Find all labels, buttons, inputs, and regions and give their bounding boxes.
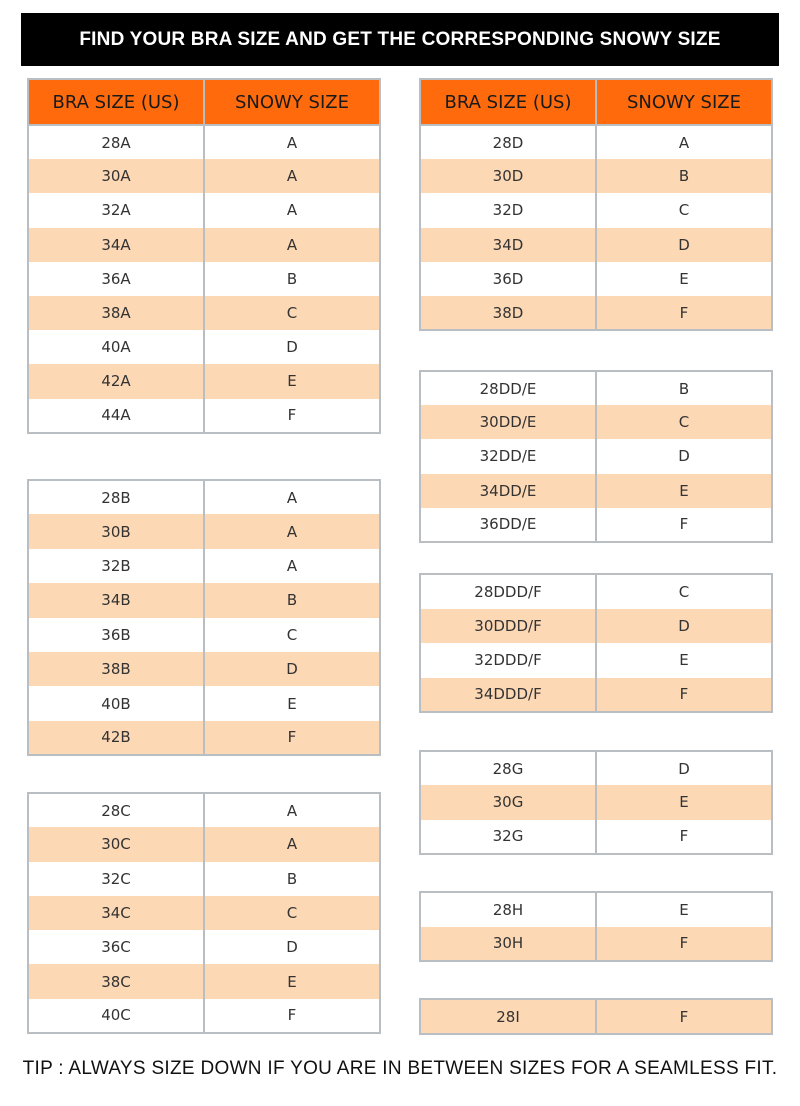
- bra-size-cell: 28B: [28, 480, 204, 514]
- bra-size-cell: 28C: [28, 793, 204, 827]
- bra-size-cell: 44A: [28, 399, 204, 433]
- table-row: [420, 159, 772, 193]
- size-table-h: [419, 891, 773, 962]
- table-row: [420, 785, 772, 819]
- size-table-b: [27, 479, 381, 756]
- size-table-a: [27, 78, 381, 434]
- snowy-size-cell: F: [596, 678, 772, 713]
- snowy-size-cell: A: [596, 125, 772, 159]
- table-row: [420, 262, 772, 296]
- table-row: [28, 262, 380, 296]
- snowy-size-cell: F: [204, 721, 380, 755]
- table-row: [28, 862, 380, 896]
- snowy-size-cell: C: [596, 193, 772, 227]
- snowy-size-cell: E: [204, 686, 380, 720]
- size-table-ddd: [419, 573, 773, 713]
- bra-size-cell: 32DD/E: [420, 439, 596, 473]
- bra-size-cell: 28DD/E: [420, 371, 596, 405]
- snowy-size-header: SNOWY SIZE: [204, 79, 380, 125]
- bra-size-cell: 42B: [28, 721, 204, 755]
- bra-size-cell: 28H: [420, 892, 596, 927]
- table-row: [28, 125, 380, 159]
- size-table-dd: [419, 370, 773, 543]
- bra-size-cell: 34A: [28, 228, 204, 262]
- snowy-size-cell: D: [204, 930, 380, 964]
- table-row: [28, 480, 380, 514]
- table-header-row: [28, 79, 380, 125]
- bra-size-cell: 40B: [28, 686, 204, 720]
- table-row: [420, 125, 772, 159]
- bra-size-cell: 36B: [28, 618, 204, 652]
- snowy-size-cell: D: [596, 751, 772, 785]
- table-row: [28, 159, 380, 193]
- bra-size-cell: 32C: [28, 862, 204, 896]
- snowy-size-cell: B: [204, 262, 380, 296]
- table-row: [28, 999, 380, 1033]
- table-row: [28, 652, 380, 686]
- snowy-size-cell: B: [204, 583, 380, 617]
- bra-size-cell: 32A: [28, 193, 204, 227]
- table-row: [28, 618, 380, 652]
- bra-size-cell: 38D: [420, 296, 596, 330]
- bra-size-cell: 28G: [420, 751, 596, 785]
- snowy-size-cell: C: [204, 896, 380, 930]
- snowy-size-cell: A: [204, 228, 380, 262]
- table-row: [28, 228, 380, 262]
- bra-size-cell: 42A: [28, 364, 204, 398]
- bra-size-cell: 30D: [420, 159, 596, 193]
- snowy-size-cell: D: [596, 439, 772, 473]
- table-row: [420, 999, 772, 1034]
- bra-size-cell: 40C: [28, 999, 204, 1033]
- bra-size-header: BRA SIZE (US): [28, 79, 204, 125]
- snowy-size-cell: E: [596, 474, 772, 508]
- snowy-size-cell: C: [596, 405, 772, 439]
- table-row: [28, 827, 380, 861]
- table-row: [420, 892, 772, 927]
- snowy-size-cell: D: [204, 652, 380, 686]
- table-row: [28, 930, 380, 964]
- table-row: [420, 193, 772, 227]
- snowy-size-cell: A: [204, 514, 380, 548]
- snowy-size-cell: F: [596, 296, 772, 330]
- bra-size-cell: 30A: [28, 159, 204, 193]
- snowy-size-cell: A: [204, 793, 380, 827]
- bra-size-cell: 38C: [28, 964, 204, 998]
- snowy-size-cell: D: [596, 228, 772, 262]
- table-row: [28, 549, 380, 583]
- table-row: [28, 721, 380, 755]
- snowy-size-cell: E: [204, 364, 380, 398]
- bra-size-cell: 30B: [28, 514, 204, 548]
- table-header-row: [420, 79, 772, 125]
- tip-text: TIP : ALWAYS SIZE DOWN IF YOU ARE IN BETWEEN SIZES FOR A SEAMLESS FIT.: [22, 1058, 778, 1079]
- table-row: [28, 793, 380, 827]
- bra-size-cell: 32G: [420, 820, 596, 854]
- table-row: [420, 927, 772, 962]
- snowy-size-cell: F: [204, 399, 380, 433]
- table-row: [28, 296, 380, 330]
- snowy-size-cell: B: [204, 862, 380, 896]
- bra-size-cell: 28I: [420, 999, 596, 1034]
- page-title: FIND YOUR BRA SIZE AND GET THE CORRESPONDING SNOWY SIZE: [21, 13, 779, 66]
- bra-size-cell: 34DD/E: [420, 474, 596, 508]
- bra-size-cell: 36DD/E: [420, 508, 596, 542]
- table-row: [420, 643, 772, 678]
- table-row: [420, 678, 772, 713]
- snowy-size-cell: F: [204, 999, 380, 1033]
- size-table-c: [27, 792, 381, 1034]
- bra-size-cell: 32B: [28, 549, 204, 583]
- bra-size-cell: 38A: [28, 296, 204, 330]
- bra-size-cell: 36A: [28, 262, 204, 296]
- snowy-size-cell: E: [596, 262, 772, 296]
- table-row: [420, 296, 772, 330]
- bra-size-header: BRA SIZE (US): [420, 79, 596, 125]
- table-row: [420, 228, 772, 262]
- table-row: [420, 820, 772, 854]
- bra-size-cell: 30DD/E: [420, 405, 596, 439]
- bra-size-cell: 36C: [28, 930, 204, 964]
- snowy-size-cell: A: [204, 480, 380, 514]
- table-row: [420, 474, 772, 508]
- size-table-g: [419, 750, 773, 855]
- table-row: [420, 439, 772, 473]
- table-row: [28, 896, 380, 930]
- snowy-size-cell: D: [204, 330, 380, 364]
- snowy-size-cell: F: [596, 999, 772, 1034]
- snowy-size-cell: A: [204, 827, 380, 861]
- bra-size-cell: 38B: [28, 652, 204, 686]
- table-row: [420, 751, 772, 785]
- bra-size-cell: 36D: [420, 262, 596, 296]
- bra-size-cell: 30G: [420, 785, 596, 819]
- table-row: [420, 371, 772, 405]
- snowy-size-cell: B: [596, 159, 772, 193]
- snowy-size-cell: A: [204, 549, 380, 583]
- snowy-size-cell: A: [204, 193, 380, 227]
- snowy-size-cell: E: [204, 964, 380, 998]
- table-row: [28, 364, 380, 398]
- bra-size-cell: 34DDD/F: [420, 678, 596, 713]
- bra-size-cell: 30DDD/F: [420, 609, 596, 644]
- bra-size-cell: 28A: [28, 125, 204, 159]
- snowy-size-cell: E: [596, 892, 772, 927]
- bra-size-cell: 32D: [420, 193, 596, 227]
- table-row: [28, 193, 380, 227]
- snowy-size-cell: C: [204, 618, 380, 652]
- bra-size-cell: 28DDD/F: [420, 574, 596, 609]
- bra-size-cell: 34B: [28, 583, 204, 617]
- table-row: [28, 964, 380, 998]
- snowy-size-cell: A: [204, 159, 380, 193]
- table-row: [28, 399, 380, 433]
- size-table-d: [419, 78, 773, 331]
- snowy-size-cell: C: [204, 296, 380, 330]
- snowy-size-cell: E: [596, 785, 772, 819]
- snowy-size-cell: C: [596, 574, 772, 609]
- snowy-size-cell: F: [596, 508, 772, 542]
- table-row: [420, 574, 772, 609]
- snowy-size-cell: B: [596, 371, 772, 405]
- bra-size-cell: 30C: [28, 827, 204, 861]
- bra-size-cell: 32DDD/F: [420, 643, 596, 678]
- snowy-size-cell: F: [596, 820, 772, 854]
- table-row: [28, 330, 380, 364]
- snowy-size-cell: F: [596, 927, 772, 962]
- snowy-size-cell: A: [204, 125, 380, 159]
- table-row: [28, 514, 380, 548]
- snowy-size-cell: D: [596, 609, 772, 644]
- table-row: [420, 405, 772, 439]
- bra-size-cell: 34C: [28, 896, 204, 930]
- bra-size-cell: 34D: [420, 228, 596, 262]
- snowy-size-header: SNOWY SIZE: [596, 79, 772, 125]
- table-row: [420, 508, 772, 542]
- bra-size-cell: 40A: [28, 330, 204, 364]
- size-table-i: [419, 998, 773, 1035]
- snowy-size-cell: E: [596, 643, 772, 678]
- table-row: [28, 583, 380, 617]
- bra-size-cell: 28D: [420, 125, 596, 159]
- table-row: [420, 609, 772, 644]
- table-row: [28, 686, 380, 720]
- bra-size-cell: 30H: [420, 927, 596, 962]
